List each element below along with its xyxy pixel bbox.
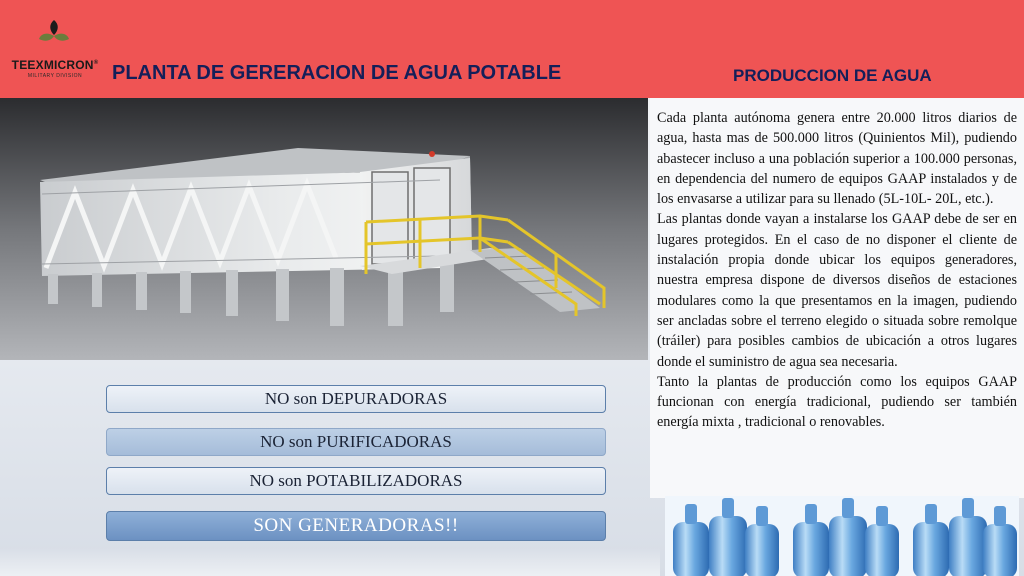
footer-strip (0, 548, 660, 576)
registered-mark: ® (93, 60, 99, 66)
paragraph-capacity: Cada planta autónoma genera entre 20.000 litros diarios de agua, hasta mas de 500.000 litros (Quinientos Mil), pudiendo abastecer incluso a una población superior a 100.000 personas, en dependencia del numero de equipos GAAP instalados y de los envasarse a utilizar para su llenado (5L-10L- 20L, etc.). (657, 110, 1017, 208)
label-no-depuradoras: NO son DEPURADORAS (106, 385, 606, 413)
header-bar (0, 0, 1024, 98)
label-no-potabilizadoras: NO son POTABILIZADORAS (106, 467, 606, 495)
paragraph-energy: Tanto la plantas de producción como los equipos GAAP funcionan con energía tradicional, pudiendo ser también energía mixta , tradicional o renovables. (657, 373, 1017, 431)
water-bottle-icon (913, 498, 1017, 576)
paragraph-locations: Las plantas donde vayan a instalarse los GAAP debe de ser en lugares protegidos. En el caso de no disponer el cliente de instalación propia donde ubicar los equipos generadores, nuestra empresa dispone de diversos diseños de estaciones modulares como la que presentamos en la imagen, pudiendo ser ancladas sobre el terreno elegido o situada sobre remolque (tráiler) para posibles cambios de ubicación a otros lugares donde el suministro de agua sea necesaria. (657, 211, 1017, 370)
brand-logo (8, 14, 100, 86)
section-title: PRODUCCION DE AGUA (733, 66, 932, 85)
water-bottles-image (665, 496, 1019, 576)
page-title: PLANTA DE GERERACION DE AGUA POTABLE (112, 62, 562, 84)
water-bottle-icon (793, 498, 899, 576)
modular-water-plant-illustration (0, 98, 648, 360)
leaf-logo-icon (38, 18, 70, 56)
label-son-generadoras: SON GENERADORAS!! (106, 511, 606, 541)
description-text (657, 108, 1017, 433)
water-bottle-icon (673, 498, 779, 576)
label-no-purificadoras: NO son PURIFICADORAS (106, 428, 606, 456)
plant-photo (0, 98, 648, 360)
brand-name: TEEXMICRON (11, 58, 94, 72)
brand-subtitle: MILITARY DIVISION (27, 73, 83, 79)
